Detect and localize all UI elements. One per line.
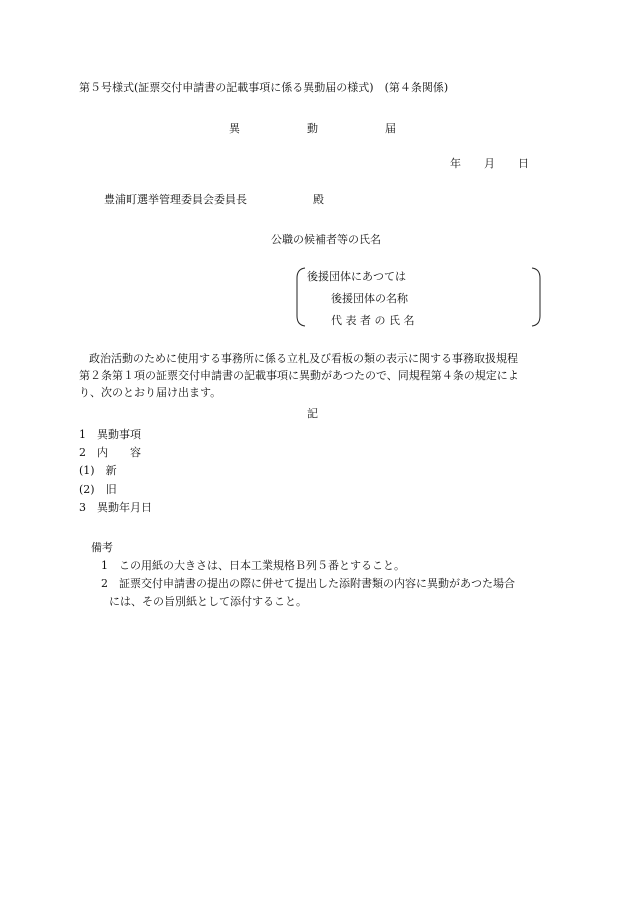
item-content-new: (1) 新 (79, 464, 117, 477)
note-2-line-2: には、その旨別紙として添付すること。 (109, 595, 307, 608)
date-year: 年 (450, 157, 461, 170)
body-line-1: 政治活動のために使用する事務所に係る立札及び看板の類の表示に関する事務取扱規程 (89, 352, 518, 365)
date-day: 日 (518, 157, 529, 170)
date-month: 月 (484, 157, 495, 170)
note-1: 1 この用紙の大きさは、日本工業規格Ｂ列５番とすること。 (101, 559, 405, 572)
bracket-left (293, 266, 307, 328)
body-line-2: 第２条第１項の証票交付申請書の記載事項に異動があつたので、同規程第４条の規定によ (79, 369, 519, 382)
ki-heading: 記 (307, 407, 318, 420)
applicant-name-label: 公職の候補者等の氏名 (271, 233, 381, 246)
item-content-old: (2) 旧 (79, 483, 117, 496)
form-number-title: 第５号様式(証票交付申請書の記載事項に係る異動届の様式) (第４条関係) (79, 81, 449, 94)
support-group-intro: 後援団体にあつては (307, 270, 406, 283)
bracket-right (530, 266, 544, 328)
document-title-char-2: 動 (307, 122, 318, 135)
body-line-3: り、次のとおり届け出ます。 (79, 386, 222, 399)
item-change-matter: 1 異動事項 (79, 428, 141, 441)
support-group-name-label: 後援団体の名称 (331, 292, 408, 305)
notes-heading: 備考 (91, 541, 113, 554)
representative-name-label: 代 表 者 の 氏 名 (331, 314, 415, 327)
document-title-char-3: 届 (385, 122, 396, 135)
note-2-line-1: 2 証票交付申請書の提出の際に併せて提出した添附書類の内容に異動があつた場合 (101, 577, 515, 590)
document-title-char-1: 異 (229, 122, 240, 135)
item-change-date: 3 異動年月日 (79, 501, 152, 514)
addressee-honorific: 殿 (313, 193, 324, 206)
item-content: 2 内 容 (79, 446, 141, 459)
addressee-name: 豊浦町選挙管理委員会委員長 (104, 193, 247, 206)
